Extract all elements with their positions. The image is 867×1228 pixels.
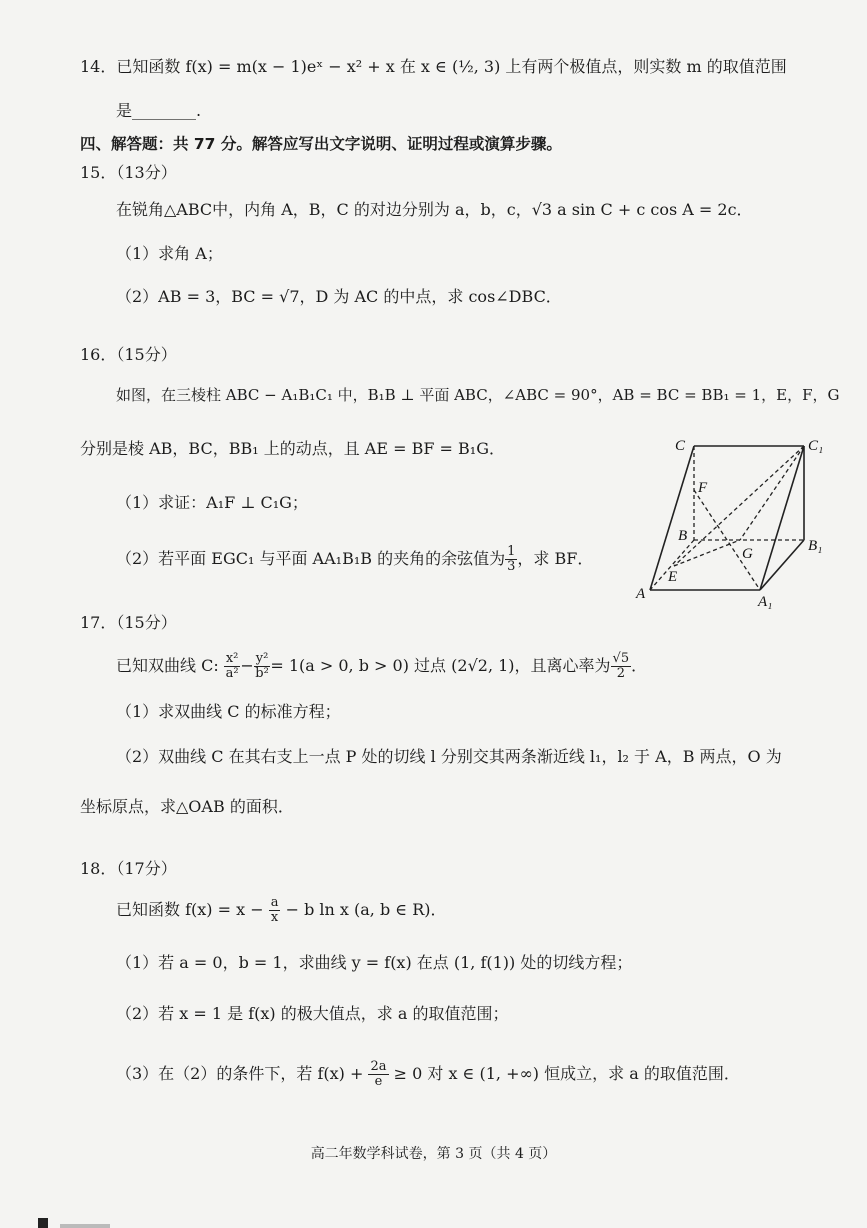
q16-fraction-den: 3 xyxy=(507,559,516,574)
label-B1: B₁ xyxy=(808,538,823,554)
page-footer: 高二年数学科试卷，第 3 页（共 4 页） xyxy=(310,1146,557,1162)
q14-line1: 14．已知函数 f(x) = m(x − 1)eˣ − x² + x 在 x ∈ (½, 3) 上有两个极值点，则实数 m 的取值范围 xyxy=(80,57,787,76)
q17-frac-e xyxy=(611,652,632,681)
q17-minus: − xyxy=(240,656,254,675)
q18-part3 xyxy=(116,1060,740,1089)
q17-stem-b: = 1(a > 0, b > 0) 过点 (2√2, 1)，且离心率为 xyxy=(270,656,611,675)
q18-stem-a: 已知函数 f(x) = x − xyxy=(116,900,264,919)
q16-fraction-num: 1 xyxy=(507,544,516,559)
q15-part2: （2）AB = 3，BC = √7，D 为 AC 的中点，求 cos∠DBC． xyxy=(116,287,562,306)
q18-frac-num: a xyxy=(270,895,279,910)
q17-frac-e-num: √5 xyxy=(612,651,630,666)
q18-part3-frac-num: 2a xyxy=(370,1059,387,1074)
q18-part3-b: ≥ 0 对 x ∈ (1, +∞) 恒成立，求 a 的取值范围． xyxy=(393,1064,740,1083)
q18-frac-den: x xyxy=(270,910,279,925)
q18-part3-frac-den: e xyxy=(374,1074,383,1089)
q16-header: 16．（15分） xyxy=(80,345,177,364)
q17-part2-line2: 坐标原点，求△OAB 的面积． xyxy=(80,797,294,816)
q18-part2: （2）若 x = 1 是 f(x) 的极大值点，求 a 的取值范围； xyxy=(116,1004,509,1023)
label-A: A xyxy=(636,586,646,602)
q17-stem-c: ． xyxy=(631,656,648,675)
q18-part3-a: （3）在（2）的条件下，若 f(x) + xyxy=(116,1064,364,1083)
line-C1-G xyxy=(740,446,804,540)
label-F: F xyxy=(698,480,708,496)
q16-part2-text-b: ，求 BF． xyxy=(517,549,594,568)
q15-part1: （1）求角 A； xyxy=(116,244,223,263)
q18-part3-frac xyxy=(368,1060,388,1089)
edge-B1-A1 xyxy=(760,540,804,590)
label-C1: C₁ xyxy=(808,438,824,454)
section-heading: 四、解答题：共 77 分。解答应写出文字说明、证明过程或演算步骤。 xyxy=(80,135,562,153)
q17-part2-line1: （2）双曲线 C 在其右支上一点 P 处的切线 l 分别交其两条渐近线 l₁，l₂ 于 A，B 两点，O 为 xyxy=(116,747,782,766)
q17-frac-y-num: y² xyxy=(255,651,269,666)
q17-frac-x-den: a² xyxy=(225,666,239,681)
q17-frac-y xyxy=(254,652,271,681)
q18-header: 18．（17分） xyxy=(80,859,177,878)
q18-part1: （1）若 a = 0，b = 1，求曲线 y = f(x) 在点 (1, f(1)) 处的切线方程； xyxy=(116,953,633,972)
q16-stem-line2: 分别是棱 AB，BC，BB₁ 上的动点，且 AE = BF = B₁G． xyxy=(80,439,506,458)
scan-smudge xyxy=(60,1224,110,1228)
q16-part2-text-a: （2）若平面 EGC₁ 与平面 AA₁B₁B 的夹角的余弦值为 xyxy=(116,549,506,568)
q14-line2: 是________. xyxy=(116,101,202,120)
label-C: C xyxy=(675,438,686,454)
q17-frac-x-num: x² xyxy=(225,651,239,666)
q17-header: 17．（15分） xyxy=(80,613,177,632)
q17-frac-x xyxy=(224,652,241,681)
q17-stem-a: 已知双曲线 C: xyxy=(116,656,219,675)
q17-part1: （1）求双曲线 C 的标准方程； xyxy=(116,702,341,721)
q18-stem-b: − b ln x (a, b ∈ R)． xyxy=(285,900,447,919)
q17-stem xyxy=(116,652,647,681)
q17-frac-y-den: b² xyxy=(255,666,269,681)
prism-figure xyxy=(628,428,833,610)
q15-header: 15．（13分） xyxy=(80,163,177,182)
q15-stem: 在锐角△ABC中，内角 A，B，C 的对边分别为 a，b，c，√3 a sin C + c cos A = 2c． xyxy=(116,200,753,219)
label-E: E xyxy=(668,569,678,585)
q16-part2 xyxy=(116,545,593,574)
q16-stem-line1: 如图，在三棱柱 ABC − A₁B₁C₁ 中，B₁B ⊥ 平面 ABC，∠ABC = 90°，AB = BC = BB₁ = 1，E，F，G xyxy=(116,386,840,404)
q16-part1: （1）求证：A₁F ⊥ C₁G； xyxy=(116,493,308,512)
scan-mark xyxy=(38,1218,48,1228)
q16-fraction xyxy=(505,545,517,574)
q18-stem xyxy=(116,896,447,925)
q18-frac xyxy=(269,896,281,925)
label-G: G xyxy=(742,546,753,562)
q17-frac-e-den: 2 xyxy=(616,666,625,681)
edge-C1-A1 xyxy=(760,446,804,590)
label-B: B xyxy=(678,528,688,544)
label-A1: A₁ xyxy=(758,594,773,610)
